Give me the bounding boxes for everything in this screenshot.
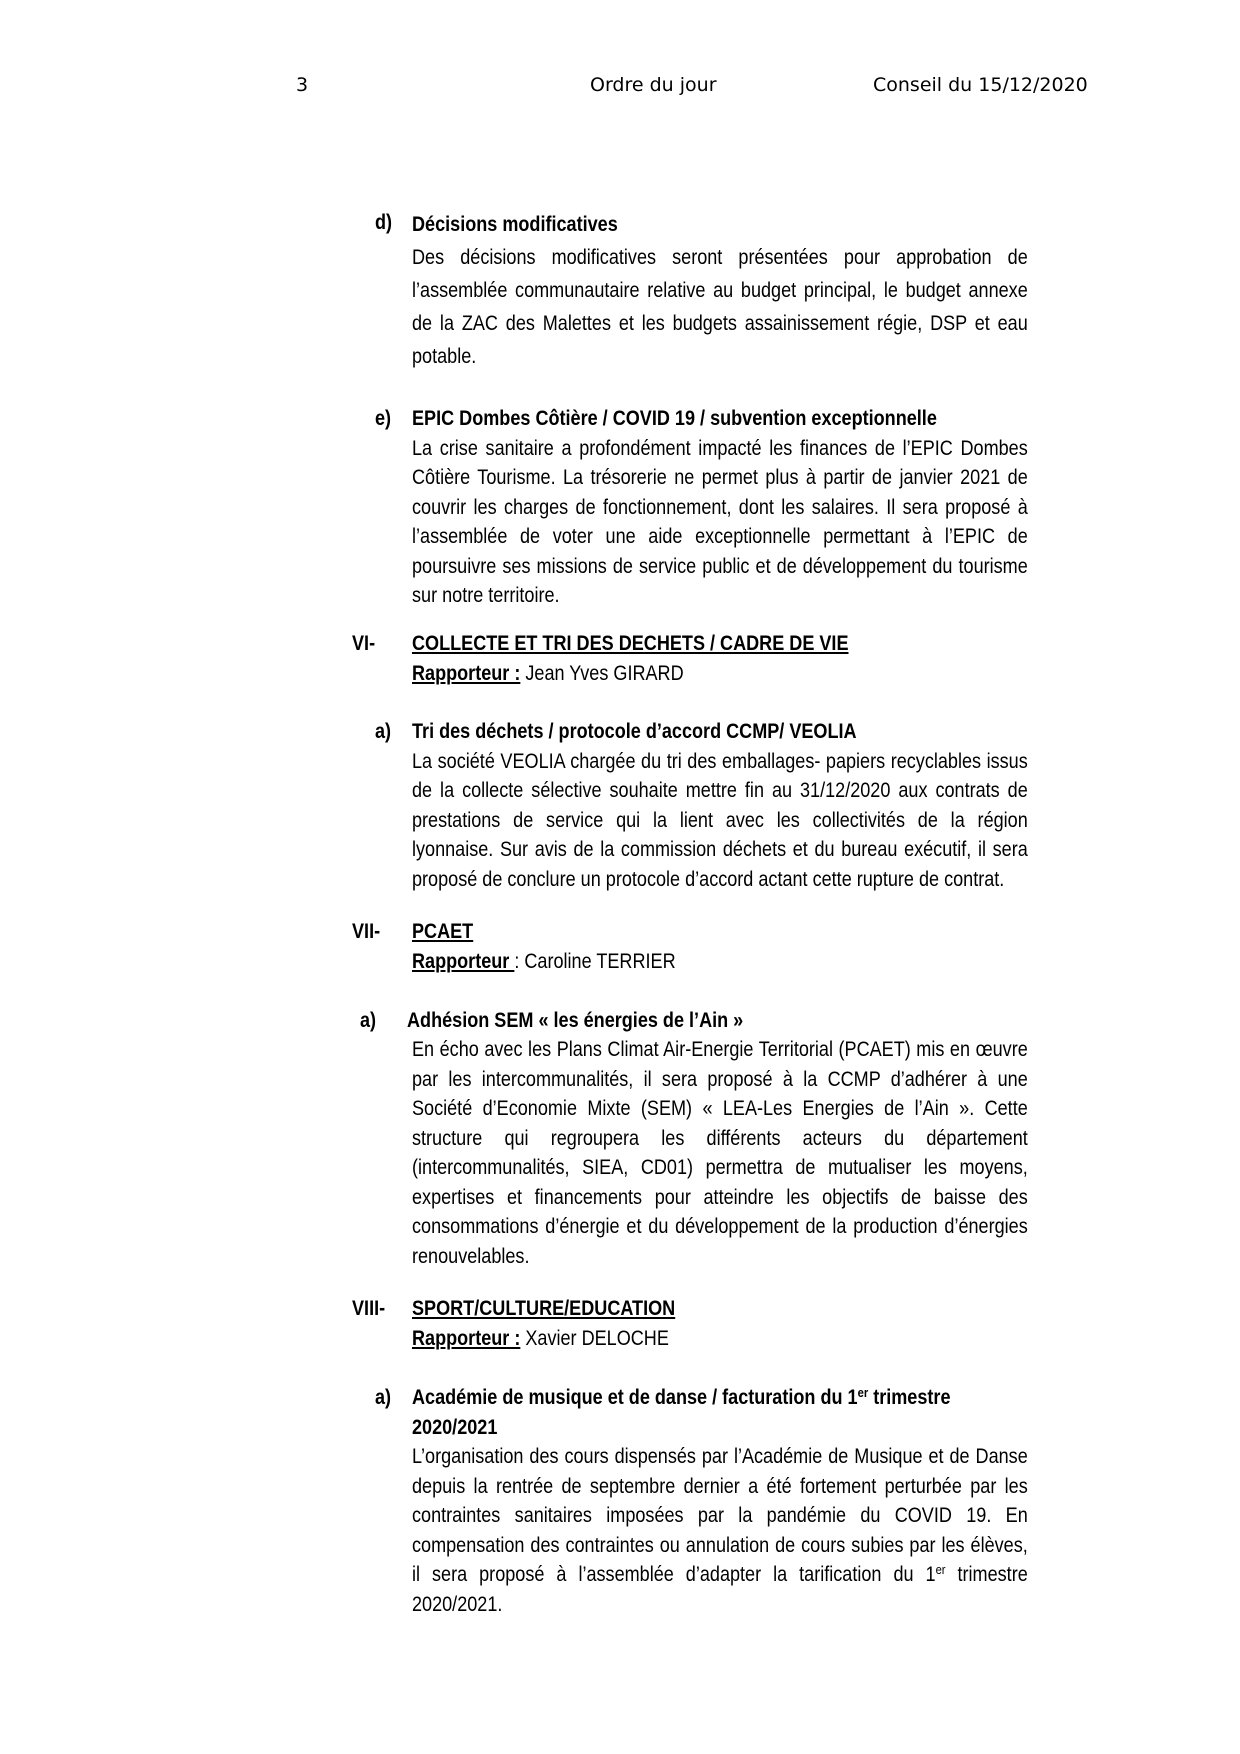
rapporteur-label: Rapporteur : — [412, 661, 521, 685]
header-meeting-date: Conseil du 15/12/2020 — [873, 74, 1088, 96]
item-title-line2: 2020/2021 — [412, 1415, 498, 1439]
rapporteur-line — [412, 947, 676, 977]
item-text: Des décisions modificatives seront présentées pour approbation de l’assemblée communautaire relative au budget principal, le budget annexe de la ZAC des Malettes et les budgets assainissement régie, DSP et eau potable. — [412, 246, 1028, 368]
item-text-part: trimestre 2020/2021. — [412, 1563, 1028, 1616]
item-text: La crise sanitaire a profondément impacté les finances de l’EPIC Dombes Côtière Tourisme. La trésorerie ne permet plus à partir de janvier 2021 de couvrir les charges de fonctionnement, dont les salaires. Il sera proposé à l’assemblée de voter une aide exceptionnelle permettant à l’EPIC de poursuivre ses missions de service public et de développement du tourisme sur notre territoire. — [412, 436, 1028, 607]
header-title: Ordre du jour — [590, 74, 717, 96]
page-number: 3 — [296, 74, 309, 96]
item-label: a) — [375, 720, 392, 743]
ordinal-superscript: er — [857, 1385, 869, 1400]
item-title: Décisions modificatives — [412, 213, 618, 236]
item-title: EPIC Dombes Côtière / COVID 19 / subvention exceptionnelle — [412, 407, 937, 430]
rapporteur-line — [412, 1324, 675, 1354]
ordinal-superscript: er — [935, 1562, 946, 1577]
item-d-content — [412, 208, 1128, 373]
rapporteur-label: Rapporteur : — [412, 1326, 521, 1350]
item-title: Adhésion SEM « les énergies de l’Ain » — [407, 1009, 744, 1032]
item-text: En écho avec les Plans Climat Air-Energie Territorial (PCAET) mis en œuvre par les intercommunalités, il sera proposé à la CCMP d’adhérer à une Société d’Economie Mixte (SEM) « LEA-Les Energies de l’Ain ». Cette structure qui regroupera les différents acteurs du département (intercommunalités, SIEA, CD01) permettra de mutualiser les moyens, expertises et financements pour atteindre les objectifs de baisse des consommations d’énergie et du développement de la production d’énergies renouvelables. — [412, 1038, 1028, 1268]
item-text — [412, 1442, 1028, 1619]
section-vi-heading — [412, 629, 920, 688]
section-viii-item-a-content — [412, 1383, 1128, 1619]
section-number: VI- — [352, 632, 376, 655]
rapporteur-name: Jean Yves GIRARD — [520, 661, 684, 685]
rapporteur-name: : Caroline TERRIER — [514, 949, 676, 973]
section-vi-item-a-content — [412, 717, 1128, 894]
section-number: VIII- — [352, 1297, 386, 1320]
item-text-part: L’organisation des cours dispensés par l’Académie de Musique et de Danse depuis la rentrée de septembre dernier a été fortement perturbée par les contraintes sanitaires imposées par la pandémie du COVID 19. En compensation des contraintes ou annulation de cours subies par les élèves, il sera proposé à l’assemblée d’adapter la tarification du 1 — [412, 1445, 1028, 1586]
rapporteur-label: Rapporteur — [412, 949, 515, 973]
section-number: VII- — [352, 920, 381, 943]
rapporteur-name: Xavier DELOCHE — [520, 1326, 669, 1350]
item-title: Tri des déchets / protocole d’accord CCMP/ VEOLIA — [412, 720, 857, 743]
section-title: COLLECTE ET TRI DES DECHETS / CADRE DE VIE — [412, 632, 849, 655]
section-vii-heading — [412, 917, 719, 976]
item-label: d) — [375, 211, 393, 234]
section-viii-heading — [412, 1294, 718, 1353]
item-text: La société VEOLIA chargée du tri des emballages- papiers recyclables issus de la collecte sélective souhaite mettre fin au 31/12/2020 aux contrats de prestations de service qui la lient avec les collectivités de la région lyonnaise. Sur avis de la commission déchets et du bureau exécutif, il sera proposé de conclure un protocole d’accord actant cette rupture de contrat. — [412, 749, 1028, 891]
item-label: e) — [375, 407, 392, 430]
section-title: PCAET — [412, 920, 474, 943]
section-vii-item-a-content — [412, 1035, 1128, 1271]
item-title — [412, 1383, 1028, 1413]
rapporteur-line — [412, 659, 849, 689]
page-header — [0, 74, 1240, 104]
section-title: SPORT/CULTURE/EDUCATION — [412, 1297, 676, 1320]
item-label: a) — [360, 1009, 377, 1032]
item-title-part: Académie de musique et de danse / facturation du 1 — [412, 1386, 858, 1409]
section-vii-item-a-title-wrap — [407, 1006, 798, 1036]
item-e-content — [412, 404, 1128, 611]
item-title-part: trimestre — [868, 1386, 951, 1409]
item-label: a) — [375, 1386, 392, 1409]
